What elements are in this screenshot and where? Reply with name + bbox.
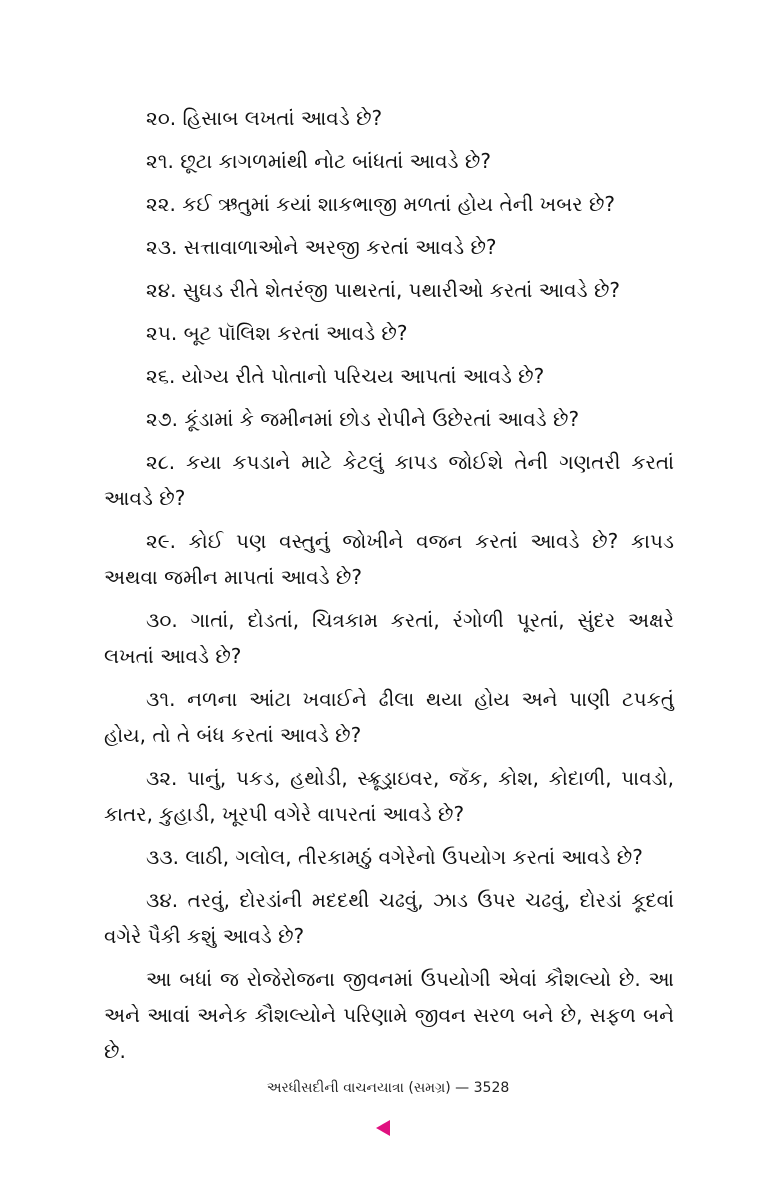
previous-page-arrow-icon[interactable] [376,1120,390,1136]
question-25: ૨૫. બૂટ પૉલિશ કરતાં આવડે છે? [146,321,408,345]
question-27: ૨૭. કૂંડામાં કે જમીનમાં છોડ રોપીને ઉછેરતાં આવડે છે? [146,407,580,431]
question-26: ૨૬. યોગ્ય રીતે પોતાનો પરિચય આપતાં આવડે છે? [146,364,545,388]
question-34: ૩૪. તરવું, દોરડાંની મદદથી ચઢવું, ઝાડ ઉપર ચઢવું, દોરડાં કૂદવાં વગેરે પૈકી કશું આવડે છે? [104,888,674,948]
question-31: ૩૧. નળના આંટા ખવાઈને ઢીલા થયા હોય અને પાણી ટપકતું હોય, તો તે બંધ કરતાં આવડે છે? [104,687,674,747]
question-21: ૨૧. છૂટા કાગળમાંથી નોટ બાંધતાં આવડે છે? [146,149,491,173]
question-23: ૨૩. સત્તાવાળાઓને અરજી કરતાં આવડે છે? [146,235,497,259]
page-body [104,100,674,1076]
question-30: ૩૦. ગાતાં, દોડતાં, ચિત્રકામ કરતાં, રંગોળી પૂરતાં, સુંદર અક્ષરે લખતાં આવડે છે? [104,608,674,668]
question-20: ૨૦. હિસાબ લખતાં આવડે છે? [146,106,383,130]
question-29: ૨૯. કોઈ પણ વસ્તુનું જોખીને વજન કરતાં આવડે છે? કાપડ અથવા જમીન માપતાં આવડે છે? [104,529,674,589]
question-33: ૩૩. લાઠી, ગલોલ, તીરકામઠું વગેરેનો ઉપયોગ કરતાં આવડે છે? [146,845,643,869]
question-22: ૨૨. કઈ ઋતુમાં કયાં શાકભાજી મળતાં હોય તેની ખબર છે? [146,192,616,216]
page-footer: અરધીસદીની વાચનયાત્રા (સમગ્ર) — 3528 [266,1080,510,1096]
closing-paragraph: આ બધાં જ રોજેરોજના જીવનમાં ઉપયોગી એવાં કૌશલ્યો છે. આ અને આવાં અનેક કૌશલ્યોને પરિણામે જીવન સરળ બને છે, સફળ બને છે. [104,967,674,1063]
question-24: ૨૪. સુઘડ રીતે શેતરંજી પાથરતાં, પથારીઓ કરતાં આવડે છે? [146,278,621,302]
question-32: ૩૨. પાનું, પકડ, હથોડી, સ્ક્રૂડ્રાઇવર, જૅક, કોશ, કોદાળી, પાવડો, કાતર, કુહાડી, ખૂરપી વગેરે વાપરતાં આવડે છે? [104,766,674,826]
question-28: ૨૮. કયા કપડાને માટે કેટલું કાપડ જોઈશે તેની ગણતરી કરતાં આવડે છે? [104,450,674,510]
